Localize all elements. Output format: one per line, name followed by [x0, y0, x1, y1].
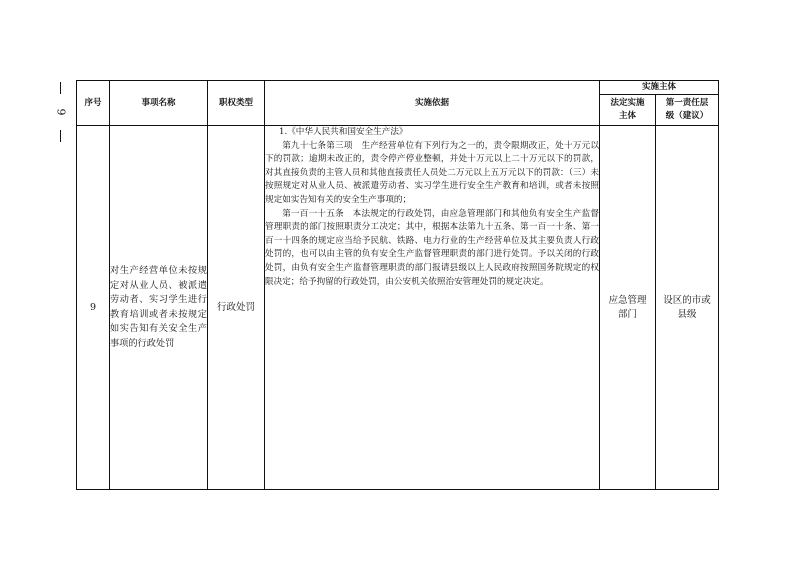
basis-law-title: 1.《中华人民共和国安全生产法》 [279, 127, 408, 137]
page-number: 9 [54, 108, 67, 116]
cell-seq: 9 [77, 126, 110, 490]
cell-item-name: 对生产经营单位未按规定对从业人员、被派遣劳动者、实习学生进行教育培训或者未按规定如实告知有关安全生产事项的行政处罚 [110, 126, 208, 490]
header-basis: 实施依据 [265, 81, 600, 126]
cell-first-responsibility: 设区的市或县级 [656, 126, 719, 490]
table-row [77, 126, 719, 490]
authority-table [76, 80, 719, 490]
cell-basis [265, 126, 600, 490]
header-authority-type: 职权类型 [208, 81, 265, 126]
header-seq: 序号 [77, 81, 110, 126]
header-subject-group: 实施主体 [600, 81, 719, 95]
page-number-dash-bottom [60, 130, 61, 142]
header-first-responsibility: 第一责任层级（建议） [656, 95, 719, 126]
cell-legal-subject: 应急管理部门 [600, 126, 656, 490]
cell-authority-type: 行政处罚 [208, 126, 265, 490]
basis-paragraph-1: 第九十七条第三项 生产经营单位有下列行为之一的，责令限期改正，处十万元以下的罚款；逾期未改正的，责令停产停业整顿，并处十万元以上二十万元以下的罚款，对其直接负责的主管人员和其他直接责任人员处二万元以上五万元以下的罚款：（三）未按照规定对从业人员、被派遣劳动者、实习学生进行安全生产教育和培训，或者未按照规定如实告知有关的安全生产事项的； [265, 140, 599, 205]
page-number-marker [50, 82, 70, 142]
basis-paragraph-2: 第一百一十五条 本法规定的行政处罚，由应急管理部门和其他负有安全生产监督管理职责的部门按照职责分工决定；其中，根据本法第九十五条、第一百一十条、第一百一十四条的规定应当给予民航、铁路、电力行业的生产经营单位及其主要负责人行政处罚的，也可以由主管的负有安全生产监督管理职责的部门进行处罚。予以关闭的行政处罚，由负有安全生产监督管理职责的部门报请县级以上人民政府按照国务院规定的权限决定；给予拘留的行政处罚，由公安机关依照治安管理处罚的规定决定。 [265, 208, 599, 287]
page-number-dash-top [60, 82, 61, 94]
header-legal-subject: 法定实施主体 [600, 95, 656, 126]
header-item-name: 事项名称 [110, 81, 208, 126]
